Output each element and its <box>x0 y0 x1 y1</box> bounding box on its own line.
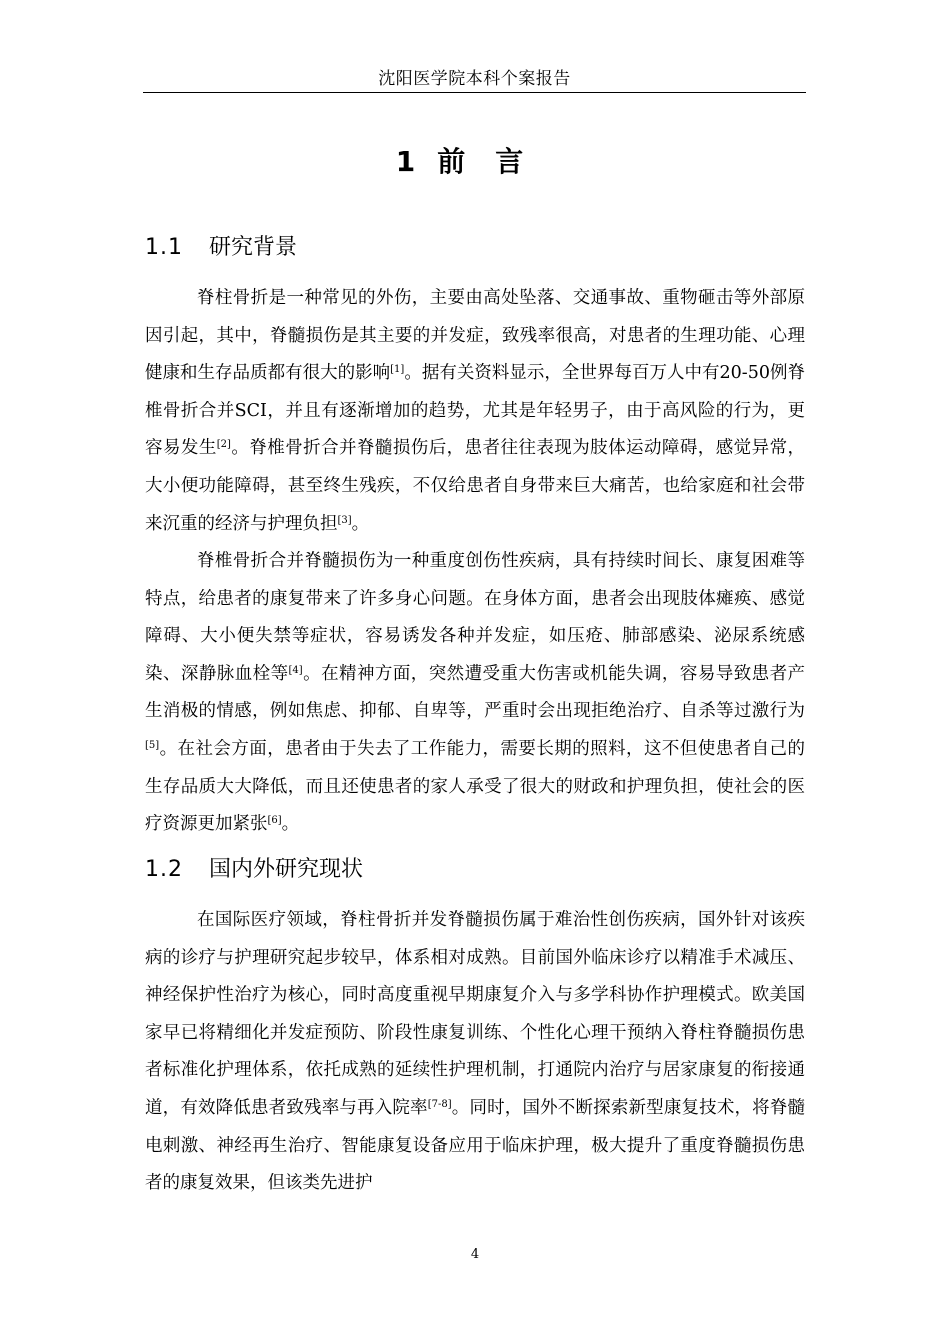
page-number: 4 <box>470 1247 480 1262</box>
section-title: 研究背景 <box>209 235 298 260</box>
paragraph-text: 。 <box>351 513 370 534</box>
citation: [7-8] <box>427 1098 452 1110</box>
paragraph-text: 。脊椎骨折合并脊髓损伤后，患者往往表现为肢体运动障碍，感觉异常，大小便功能障碍，甚至终生残疾，不仅给患者自身带来巨大痛苦，也给家庭和社会带来沉重的经济与护理负担 <box>145 438 806 534</box>
section-title: 国内外研究现状 <box>209 857 364 882</box>
paragraph-text: 脊柱骨折是一种常见的外伤，主要由高处坠落、交通事故、重物砸击等外部原因引起，其中，脊髓损伤是其主要的并发症，致残率很高，对患者的生理功能、心理健康和生存品质都有很大的影响 <box>145 288 805 384</box>
header-rule <box>143 92 806 93</box>
paragraph-text: 。在社会方面，患者由于失去了工作能力，需要长期的照料，这不但使患者自己的生存品质大大降低，而且还使患者的家人承受了很大的财政和护理负担，使社会的医疗资源更加紧张 <box>145 738 805 835</box>
running-header: 沈阳医学院本科个案报告 <box>378 69 571 89</box>
section-heading-1-1 <box>145 233 297 263</box>
chapter-title: 前言 <box>437 145 554 178</box>
citation: [6] <box>267 815 282 827</box>
paragraph-text: 脊椎骨折合并脊髓损伤为一种重度创伤性疾病，具有持续时间长、康复困难等特点，给患者的康复带来了许多身心问题。在身体方面，患者会出现肢体瘫痪、感觉障碍、大小便失禁等症状，容易诱发各种并发症，如压疮、肺部感染、泌尿系统感染、深静脉血栓等 <box>145 551 805 684</box>
paragraph-3 <box>145 902 805 1203</box>
paragraph-text: 。在精神方面，突然遭受重大伤害或机能失调，容易导致患者产生消极的情感，例如焦虑、抑郁、自卑等，严重时会出现拒绝治疗、自杀等过激行为 <box>145 663 806 722</box>
citation: [2] <box>216 439 231 451</box>
chapter-number: 1 <box>395 145 416 178</box>
section-number: 1.1 <box>145 235 183 260</box>
citation: [3] <box>337 514 352 526</box>
citation: [4] <box>288 664 303 676</box>
paragraph-2 <box>145 543 805 844</box>
citation: [5] <box>145 739 160 751</box>
chapter-heading <box>143 140 806 184</box>
section-number: 1.2 <box>145 857 183 882</box>
paragraph-text: 在国际医疗领域，脊柱骨折并发脊髓损伤属于难治性创伤疾病，国外针对该疾病的诊疗与护理研究起步较早，体系相对成熟。目前国外临床诊疗以精准手术减压、神经保护性治疗为核心，同时高度重视早期康复介入与多学科协作护理模式。欧美国家早已将精细化并发症预防、阶段性康复训练、个性化心理干预纳入脊柱脊髓损伤患者标准化护理体系，依托成熟的延续性护理机制，打通院内治疗与居家康复的衔接通道，有效降低患者致残率与再入院率 <box>145 910 805 1118</box>
paragraph-1 <box>145 280 805 543</box>
paragraph-text: 。据有关资料显示，全世界每百万人中有20-50例脊椎骨折合并SCI，并且有逐渐增加的趋势，尤其是年轻男子，由于高风险的行为，更容易发生 <box>145 363 806 459</box>
citation: [1] <box>390 364 405 376</box>
section-heading-1-2 <box>145 855 363 885</box>
paragraph-text: 。同时，国外不断探索新型康复技术，将脊髓电刺激、神经再生治疗、智能康复设备应用于临床护理，极大提升了重度脊髓损伤患者的康复效果，但该类先进护 <box>145 1097 806 1194</box>
paragraph-text: 。 <box>281 814 300 835</box>
